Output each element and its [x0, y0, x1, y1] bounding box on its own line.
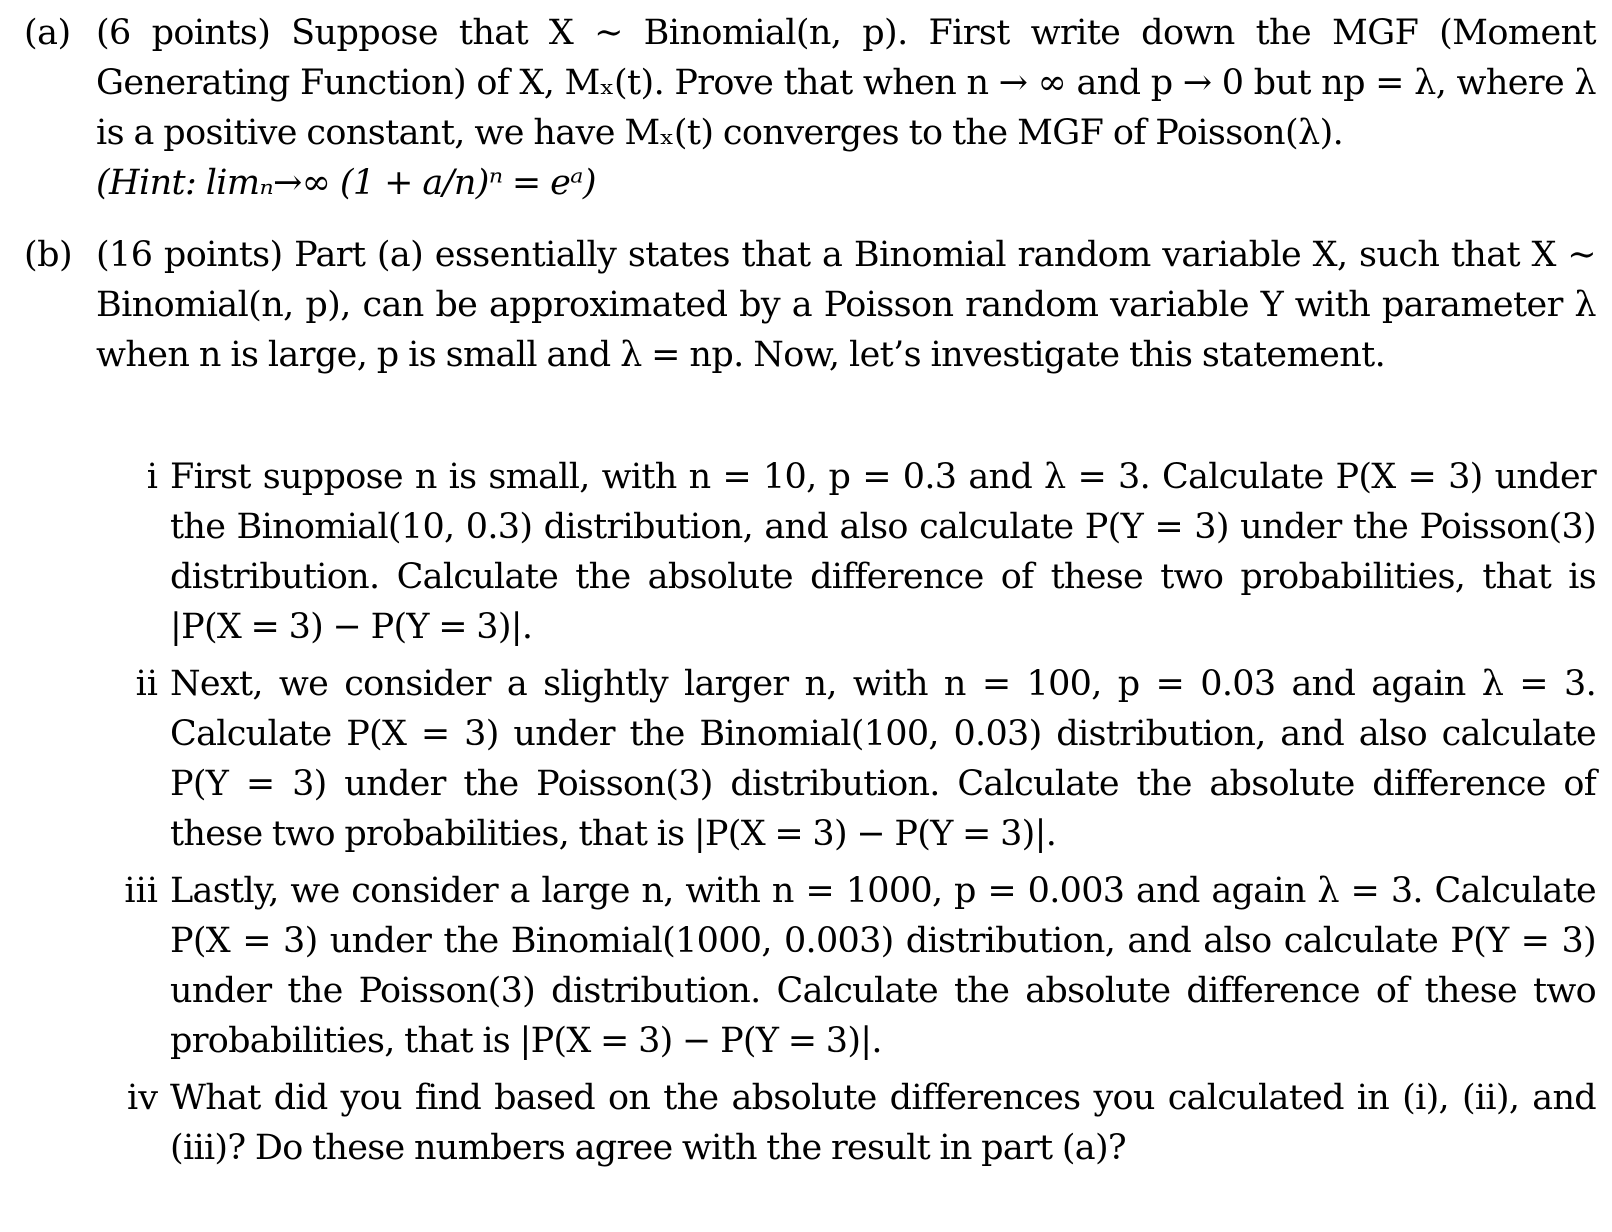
part-b-subparts	[24, 452, 1596, 1180]
part-a-body	[96, 8, 1596, 208]
part-b-text: (16 points) Part (a) essentially states that a Binomial random variable X, such that X ∼ Binomial(n, p), can be approximated by a Poisson random variable Y with parameter λ when n is large, p is small and λ = np. Now, let’s investigate this statement.	[96, 235, 1596, 375]
part-b-label: (b)	[24, 235, 73, 275]
part-a-hint: (Hint: limₙ→∞ (1 + a/n)ⁿ = eᵃ)	[96, 163, 596, 203]
subpart-i-label: i	[146, 457, 158, 497]
subpart-ii	[24, 659, 1596, 859]
subpart-iii-label: iii	[124, 871, 158, 911]
part-a-label: (a)	[24, 13, 71, 53]
part-a-text: (6 points) Suppose that X ∼ Binomial(n, p). First write down the MGF (Moment Generating Function) of X, Mₓ(t). Prove that when n → ∞ and p → 0 but np = λ, where λ is a positive constant, we have Mₓ(t) converges to the MGF of Poisson(λ).	[96, 13, 1596, 153]
subpart-iv-text: What did you find based on the absolute differences you calculated in (i), (ii), and (iii)? Do these numbers agree with the result in part (a)?	[170, 1078, 1596, 1168]
subpart-iii-text: Lastly, we consider a large n, with n = 1000, p = 0.003 and again λ = 3. Calculate P(X = 3) under the Binomial(1000, 0.003) distribution, and also calculate P(Y = 3) under the Poisson(3) distribution. Calculate the absolute difference of these two probabilities, that is |P(X = 3) − P(Y = 3)|.	[170, 871, 1596, 1061]
subpart-ii-text: Next, we consider a slightly larger n, with n = 100, p = 0.03 and again λ = 3. Calculate P(X = 3) under the Binomial(100, 0.03) distribution, and also calculate P(Y = 3) under the Poisson(3) distribution. Calculate the absolute difference of these two probabilities, that is |P(X = 3) − P(Y = 3)|.	[170, 664, 1596, 854]
subpart-iv-label: iv	[127, 1078, 158, 1118]
subpart-iv	[24, 1073, 1596, 1173]
subpart-ii-label: ii	[135, 664, 158, 704]
subpart-i-text: First suppose n is small, with n = 10, p = 0.3 and λ = 3. Calculate P(X = 3) under the Binomial(10, 0.3) distribution, and also calculate P(Y = 3) under the Poisson(3) distribution. Calculate the absolute difference of these two probabilities, that is |P(X = 3) − P(Y = 3)|.	[170, 457, 1596, 647]
problem-part-a	[24, 8, 1596, 208]
problem-part-b	[24, 230, 1596, 380]
subpart-i	[24, 452, 1596, 652]
subpart-iii	[24, 866, 1596, 1066]
